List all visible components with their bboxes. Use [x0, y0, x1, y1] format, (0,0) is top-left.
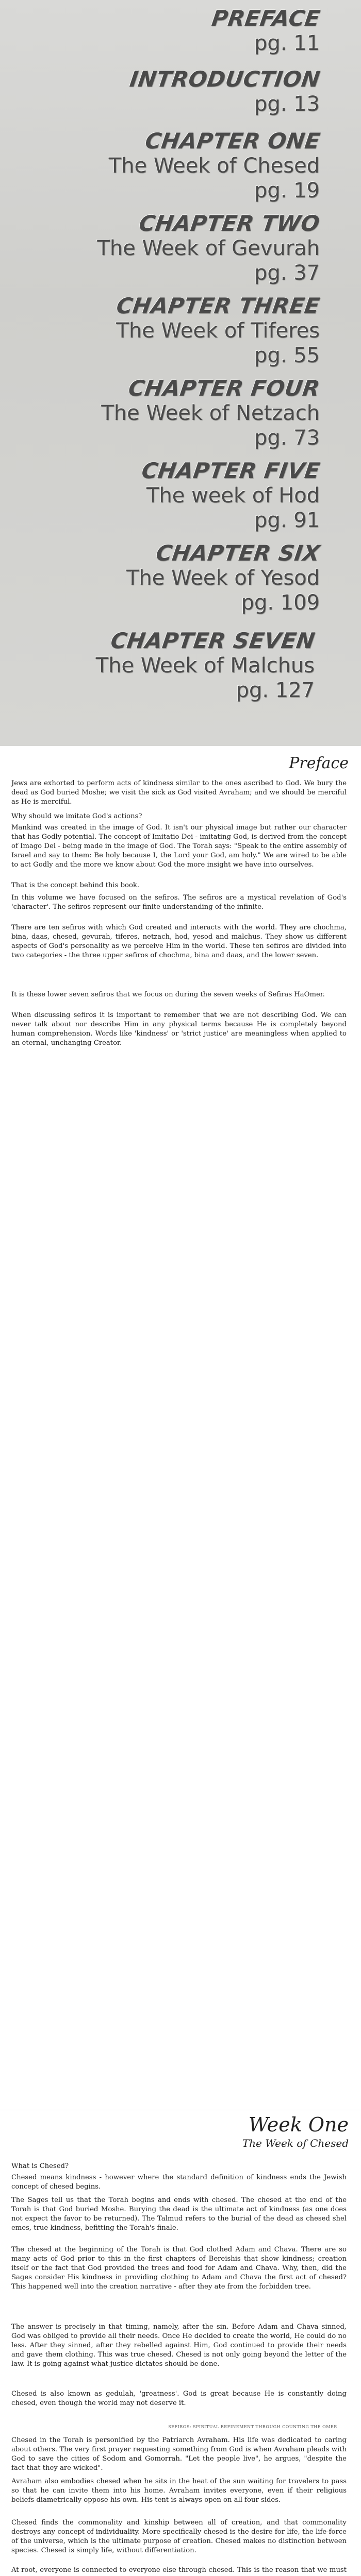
- toc-entry-chapter-one: [109, 129, 320, 203]
- toc-subtitle: The Week of Chesed: [108, 154, 320, 178]
- chapter-paragraph: At root, everyone is connected to everyone else through chesed. This is the reason that we must: [11, 2566, 347, 2574]
- toc-page: pg. 109: [241, 591, 320, 615]
- toc-entry-chapter-four: [101, 376, 320, 450]
- chapter-paragraph: Avraham also embodies chesed when he sits in the heat of the sun waiting for travelers to pass so that he can invite them into his home. Avraham invites everyone, even if their religious beliefs diametrically oppose his own. His tent is always open on all four sides.: [11, 2478, 347, 2504]
- toc-title: INTRODUCTION: [128, 66, 322, 92]
- toc-subtitle: The week of Hod: [146, 484, 320, 507]
- toc-entry-chapter-two: [97, 211, 320, 285]
- toc-entry-introduction: [130, 67, 320, 116]
- toc-title: CHAPTER SEVEN: [109, 628, 317, 653]
- toc-page: pg. 73: [254, 426, 320, 450]
- preface-paragraph: It is these lower seven sefiros that we focus on during the seven weeks of Sefiras HaOmer.: [11, 991, 325, 998]
- toc-subtitle: The Week of Netzach: [101, 401, 320, 425]
- chapter-paragraph: Chesed in the Torah is personified by the Patriarch Avraham. His life was dedicated to caring about others. The very first prayer requesting something from God is when Avraham pleads with God to save the cities of Sodom and Gomorrah. "Let the people live", he argues, "despite the fact that they are wicked".: [11, 2436, 347, 2472]
- toc-entry-chapter-five: [142, 459, 320, 533]
- toc-subtitle: The Week of Tiferes: [116, 319, 320, 343]
- toc-page: pg. 127: [236, 679, 315, 702]
- toc-subtitle: The Week of Yesod: [126, 566, 320, 590]
- toc-entry-chapter-seven: [96, 629, 315, 703]
- preface-paragraph: That is the concept behind this book.: [11, 882, 140, 889]
- toc-subtitle: The Week of Gevurah: [97, 236, 320, 260]
- table-of-contents: [0, 0, 361, 746]
- toc-page: pg. 13: [254, 92, 320, 116]
- toc-page: pg. 19: [254, 179, 320, 202]
- chapter-paragraph: Chesed is also known as gedulah, 'greatness'. God is great because He is constantly doing chesed, even though the world may not deserve it.: [11, 2390, 347, 2407]
- toc-title: CHAPTER TWO: [137, 211, 322, 236]
- toc-title: CHAPTER THREE: [115, 293, 322, 318]
- toc-title: CHAPTER FOUR: [127, 376, 322, 401]
- preface-paragraph: Why should we imitate God's actions?: [11, 812, 142, 820]
- preface-paragraph: Mankind was created in the image of God. It isn't our physical image but rather our character that has Godly potential. The concept of Imitatio Dei - imitating God, is derived from the concept of Imago Dei - being made in the image of God. The Torah says: "Speak to the entire assembly of Israel and say to them: Be holy because I, the Lord your God, am holy." We are wired to be able to act Godly and the more we know about God the more insight we have into ourselves.: [11, 824, 347, 869]
- toc-subtitle: The Week of Malchus: [95, 654, 315, 677]
- toc-entry-preface: [212, 6, 320, 56]
- toc-entry-chapter-six: [126, 541, 320, 615]
- preface-page: [0, 746, 361, 1725]
- toc-title: CHAPTER SIX: [154, 540, 322, 566]
- preface-paragraph: Jews are exhorted to perform acts of kindness similar to the ones ascribed to God. We bury the dead as God buried Moshe; we visit the sick as God visited Avraham; and we should be merciful as He is merciful.: [11, 779, 347, 806]
- toc-page: pg. 55: [254, 344, 320, 367]
- chapter-paragraph: What is Chesed?: [11, 2162, 69, 2170]
- week-one-page: [0, 2110, 361, 2576]
- toc-title: PREFACE: [210, 6, 322, 31]
- running-footer: SEFIROS: SPIRITUAL REFINEMENT THROUGH COUNTING THE OMER: [168, 2425, 337, 2429]
- chapter-paragraph: The chesed at the beginning of the Torah is that God clothed Adam and Chava. There are so many acts of God prior to this in the first chapters of Bereishis that show kindness; creation itself or the fact that God provided the trees and food for Adam and Chava. Why, then, did the Sages consider His kindness in providing clothing to Adam and Chava the first act of chesed? This happened well into the creation narrative - after they ate from the forbidden tree.: [11, 2246, 347, 2291]
- chapter-paragraph: The Sages tell us that the Torah begins and ends with chesed. The chesed at the end of the Torah is that God buried Moshe. Burying the dead is the ultimate act of kindness (as one does not expect the favor to be returned). The Talmud refers to the burial of the dead as chesed shel emes, true kindness, befitting the Torah's finale.: [11, 2196, 347, 2232]
- toc-entry-chapter-three: [116, 294, 320, 368]
- chapter-subtitle: The Week of Chesed: [242, 2137, 349, 2149]
- preface-paragraph: In this volume we have focused on the sefiros. The sefiros are a mystical revelation of God's 'character'. The sefiros represent our finite understanding of the infinite.: [11, 894, 347, 911]
- page-title: Preface: [289, 754, 349, 772]
- chapter-paragraph: The answer is precisely in that timing, namely, after the sin. Before Adam and Chava sinned, God was obliged to provide all their needs. Once He decided to create the world, He could do no less. After they sinned, after they rebelled against Him, God continued to provide their needs and gave them clothing. This was true chesed. Chesed is not only going beyond the letter of the law. It is going against what justice dictates should be done.: [11, 2323, 347, 2368]
- toc-page: pg. 91: [254, 509, 320, 532]
- chapter-paragraph: Chesed finds the commonality and kinship between all of creation, and that commonality destroys any concept of individuality. More specifically chesed is the desire for life, the life-force of the universe, which is the ultimate purpose of creation. Chesed makes no distinction between species. Chesed is simply life, without differentiation.: [11, 2519, 347, 2554]
- chapter-paragraph: Chesed means kindness - however where the standard definition of kindness ends the Jewish concept of chesed begins.: [11, 2174, 347, 2191]
- toc-page: pg. 11: [254, 31, 320, 55]
- toc-title: CHAPTER FIVE: [140, 458, 322, 483]
- chapter-title: Week One: [248, 2113, 349, 2136]
- preface-paragraph: There are ten sefiros with which God created and interacts with the world. They are chochma, bina, daas, chesed, gevurah, tiferes, netzach, hod, yesod and malchus. They show us different aspects of God's personality as we perceive Him in the world. These ten sefiros are divided into two categories - the three upper sefiros of chochma, bina and daas, and the lower seven.: [11, 924, 347, 959]
- toc-title: CHAPTER ONE: [143, 128, 322, 154]
- toc-page: pg. 37: [254, 261, 320, 285]
- preface-paragraph: When discussing sefiros it is important to remember that we are not describing God. We can never talk about nor describe Him in any physical terms because He is completely beyond human comprehension. Words like 'kindness' or 'strict justice' are meaningless when applied to an eternal, unchanging Creator.: [11, 1011, 347, 1047]
